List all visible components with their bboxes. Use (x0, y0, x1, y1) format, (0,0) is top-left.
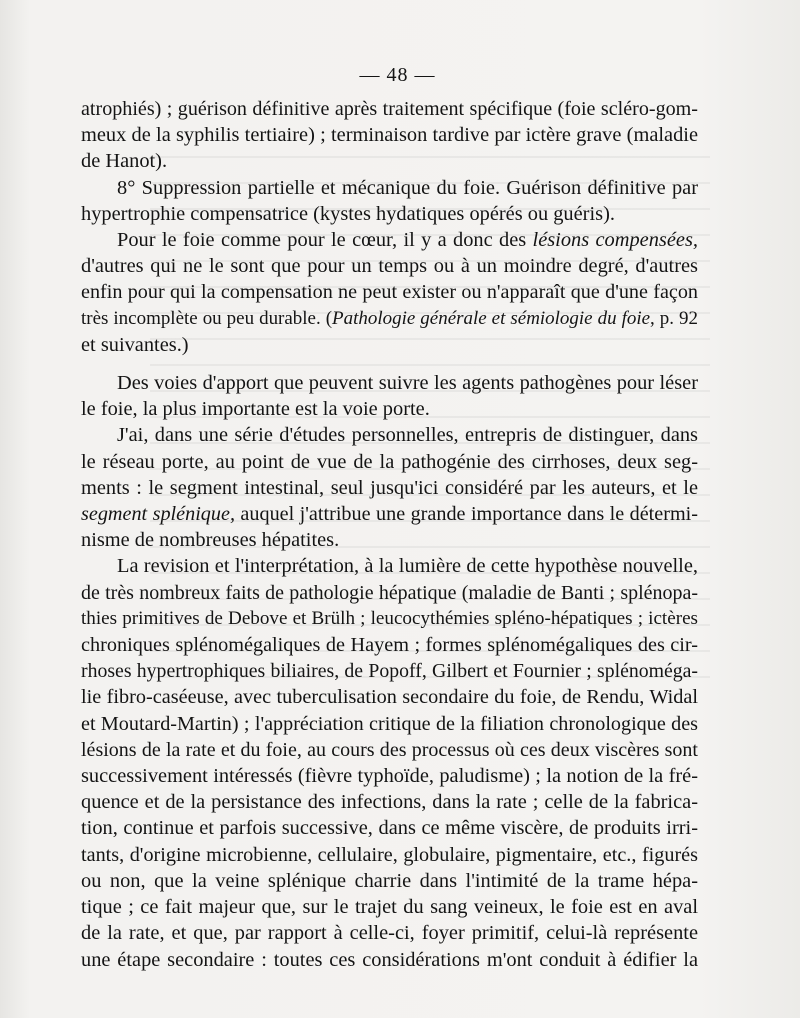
paragraph-voie-porte (81, 370, 698, 422)
text-line: ou non, que la veine splénique charrie dans l'intimité de la trame hépa- (81, 869, 698, 892)
text-line: meux de la syphilis tertiaire) ; terminaison tardive par ictère grave (maladie (81, 124, 698, 147)
page-number: — 48 — (359, 64, 436, 86)
text-line: tique ; ce fait majeur que, sur le trajet du sang veineux, le foie est en aval (81, 896, 698, 919)
text-run: très incomplète ou peu durable. ( (81, 307, 333, 329)
text-line: de très nombreux faits de pathologie hépatique (maladie de Banti ; splénopa- (81, 581, 698, 604)
text-line: La revision et l'interprétation, à la lumière de cette hypothèse nouvelle, (117, 555, 698, 578)
emphasis-lesions-compensees: lésions compensées, (532, 229, 698, 252)
paragraph-compensated-lesions (81, 227, 698, 358)
page-content (81, 60, 698, 973)
text-line: de la rate, et que, par rapport à celle-ci, foyer primitif, celui-là représente (81, 922, 698, 945)
text-line: atrophiés) ; guérison définitive après traitement spécifique (foie scléro-gom- (81, 98, 698, 120)
text-line: 8° Suppression partielle et mécanique du foie. Guérison définitive par (117, 176, 698, 199)
text-run: , p. 92 (650, 307, 699, 329)
text-line: et suivantes.) (81, 333, 189, 356)
text-line (81, 306, 698, 332)
text-line: hypertrophie compensatrice (kystes hydatiques opérés ou guéris). (81, 202, 615, 225)
text-line: chroniques splénomégaliques de Hayem ; formes splénomégaliques des cir- (81, 634, 698, 657)
text-line: lie fibro-caséeuse, avec tuberculisation secondaire du foie, de Rendu, Widal (81, 686, 698, 709)
emphasis-segment-splenique: segment splénique, (81, 503, 235, 526)
text-line: enfin pour qui la compensation ne peut exister ou n'apparaît que d'une façon (81, 281, 698, 304)
text-line: et Moutard-Martin) ; l'appréciation critique de la filiation chronologique des (81, 712, 698, 735)
text-line: rhoses hypertrophiques biliaires, de Popoff, Gilbert et Fournier ; splénoméga- (81, 660, 698, 683)
citation-title: Pathologie générale et sémiologie du foie (332, 307, 651, 329)
text-line: thies primitives de Debove et Brülh ; leucocythémies spléno-hépatiques ; ictères (81, 607, 698, 629)
text-line: tants, d'origine microbienne, cellulaire, globulaire, pigmentaire, etc., figurés (81, 843, 698, 866)
text-line: ments : le segment intestinal, seul jusqu'ici considéré par les auteurs, et le (81, 476, 698, 499)
text-line: le réseau porte, au point de vue de la pathogénie des cirrhoses, deux seg- (81, 450, 698, 473)
text-line: nisme de nombreuses hépatites. (81, 529, 340, 552)
text-line (81, 227, 698, 253)
text-line: quence et de la persistance des infections, dans la rate ; celle de la fabrica- (81, 791, 698, 814)
text-line: J'ai, dans une série d'études personnelles, entrepris de distinguer, dans (117, 424, 698, 447)
text-line (81, 501, 698, 527)
paragraph-revision (81, 553, 698, 972)
text-run: Pour le foie comme pour le cœur, il y a donc des (117, 229, 533, 252)
text-line: le foie, la plus importante est la voie porte. (81, 398, 430, 421)
text-run: auquel j'attribue une grande importance dans le détermi- (235, 503, 698, 526)
text-line: d'autres qui ne le sont que pour un temps ou à un moindre degré, d'autres (81, 255, 698, 278)
paragraph-continuation (81, 96, 698, 175)
paragraph-item-8 (81, 175, 698, 227)
text-line: de Hanot). (81, 150, 168, 173)
paragraph-personal-studies (81, 422, 698, 553)
text-line: lésions de la rate et du foie, au cours des processus où ces deux viscères sont (81, 738, 698, 761)
text-line: Des voies d'apport que peuvent suivre les agents pathogènes pour léser (117, 372, 698, 395)
text-line: une étape secondaire : toutes ces considérations m'ont conduit à édifier la (81, 948, 698, 971)
text-line: tion, continue et parfois successive, dans ce même viscère, de produits irri- (81, 817, 698, 840)
text-line: successivement intéressés (fièvre typhoïde, paludisme) ; la notion de la fré- (81, 765, 698, 788)
